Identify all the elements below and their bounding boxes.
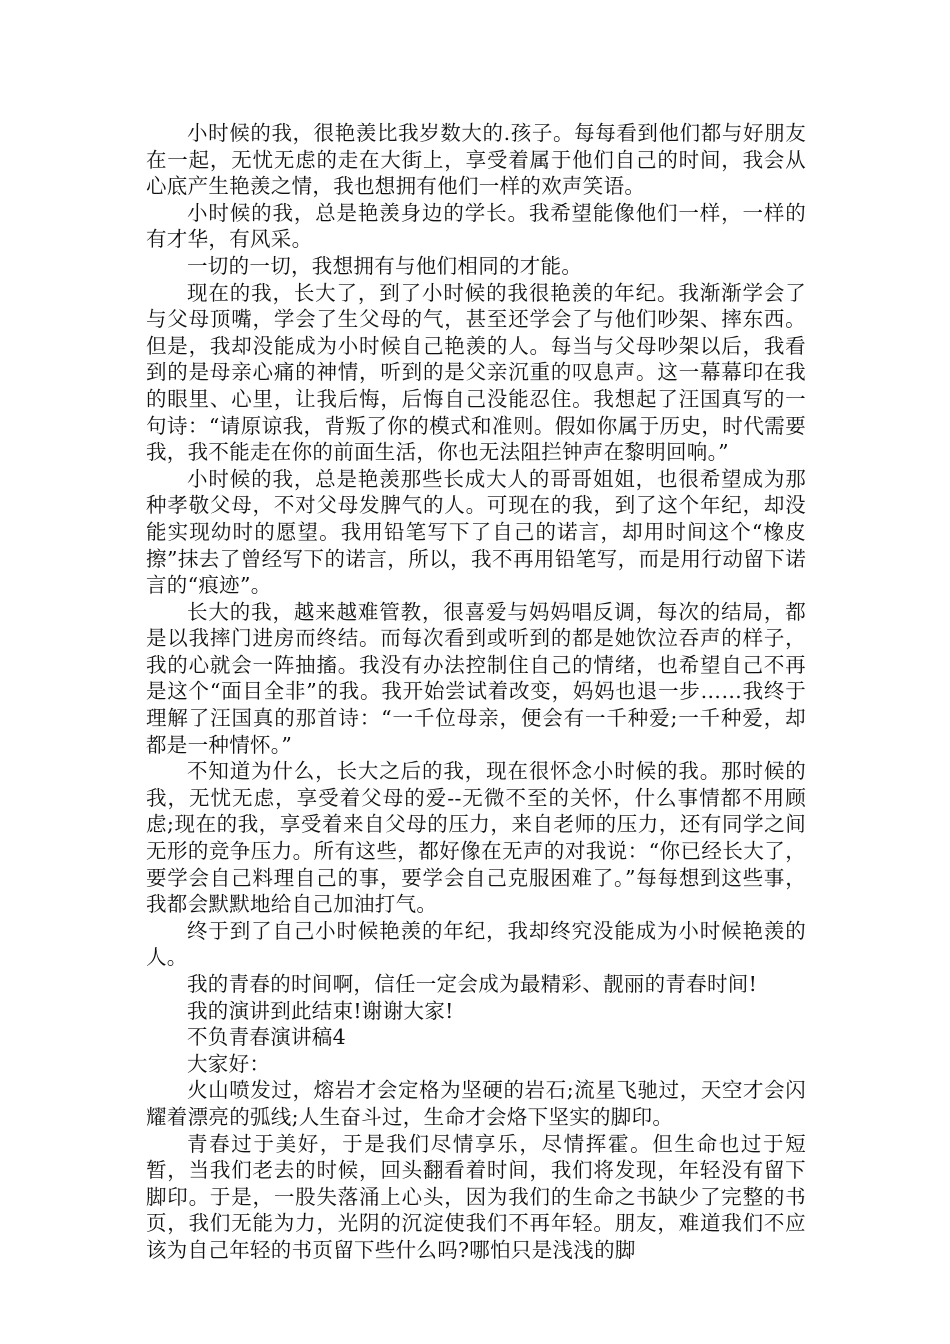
section-title: 不负青春演讲稿4 (187, 1025, 346, 1050)
paragraph: 一切的一切，我想拥有与他们相同的才能。 (187, 253, 583, 278)
paragraph: 小时候的我，总是艳羡身边的学长。我希望能像他们一样，一样的有才华，有风采。 (146, 200, 806, 252)
paragraph: 火山喷发过，熔岩才会定格为坚硬的岩石;流星飞驰过，天空才会闪耀着漂亮的弧线;人生奋斗过，生命才会烙下坚实的脚印。 (146, 1078, 806, 1129)
paragraph: 我的演讲到此结束!谢谢大家! (187, 998, 454, 1023)
paragraph: 长大的我，越来越难管教，很喜爱与妈妈唱反调，每次的结局，都是以我摔门进房而终结。而每次看到或听到的都是她饮泣吞声的样子，我的心就会一阵抽搐。我没有办法控制住自己的情绪，也希望自己不再是这个“面目全非”的我。我开始尝试着改变，妈妈也退一步……我终于理解了汪国真的那首诗：“一千位母亲，便会有一千种爱;一千种爱，却都是一种情怀。” (146, 599, 806, 757)
paragraph: 小时候的我，总是艳羡那些长成大人的哥哥姐姐，也很希望成为那种孝敬父母，不对父母发脾气的人。可现在的我，到了这个年纪，却没能实现幼时的愿望。我用铅笔写下了自己的诺言，却用时间这个“橡皮擦”抹去了曾经写下的诺言，所以，我不再用铅笔写，而是用行动留下诺言的“痕迹”。 (146, 466, 806, 598)
paragraph: 我的青春的时间啊，信任一定会成为最精彩、靓丽的青春时间! (187, 972, 758, 996)
greeting: 大家好： (187, 1051, 271, 1076)
document-page (146, 120, 806, 1264)
paragraph: 终于到了自己小时候艳羡的年纪，我却终究没能成为小时候艳羡的人。 (146, 918, 806, 970)
paragraph: 青春过于美好，于是我们尽情享乐，尽情挥霍。但生命也过于短暂，当我们老去的时候，回头翻看着时间，我们将发现，年轻没有留下脚印。于是，一股失落涌上心头，因为我们的生命之书缺少了完整的书页，我们无能为力，光阴的沉淀使我们不再年轻。朋友，难道我们不应该为自己年轻的书页留下些什么吗?哪怕只是浅浅的脚 (146, 1131, 806, 1262)
paragraph: 小时候的我，很艳羡比我岁数大的.孩子。每每看到他们都与好朋友在一起，无忧无虑的走在大街上，享受着属于他们自己的时间，我会从心底产生艳羡之情，我也想拥有他们一样的欢声笑语。 (146, 121, 806, 199)
paragraph: 现在的我，长大了，到了小时候的我很艳羡的年纪。我渐渐学会了与父母顶嘴，学会了生父母的气，甚至还学会了与他们吵架、摔东西。但是，我却没能成为小时候自己艳羡的人。每当与父母吵架以后，我看到的是母亲心痛的神情，听到的是父亲沉重的叹息声。这一幕幕印在我的眼里、心里，让我后悔，后悔自己没能忍住。我想起了汪国真写的一句诗：“请原谅我，背叛了你的模式和准则。假如你属于历史，时代需要我，我不能走在你的前面生活，你也无法阻拦钟声在黎明回响。” (146, 280, 806, 465)
paragraph: 不知道为什么，长大之后的我，现在很怀念小时候的我。那时候的我，无忧无虑，享受着父母的爱--无微不至的关怀，什么事情都不用顾虑;现在的我，享受着来自父母的压力，来自老师的压力，还有同学之间无形的竞争压力。所有这些，都好像在无声的对我说：“你已经长大了，要学会自己料理自己的事，要学会自己克服困难了。”每每想到这些事，我都会默默地给自己加油打气。 (146, 759, 806, 917)
